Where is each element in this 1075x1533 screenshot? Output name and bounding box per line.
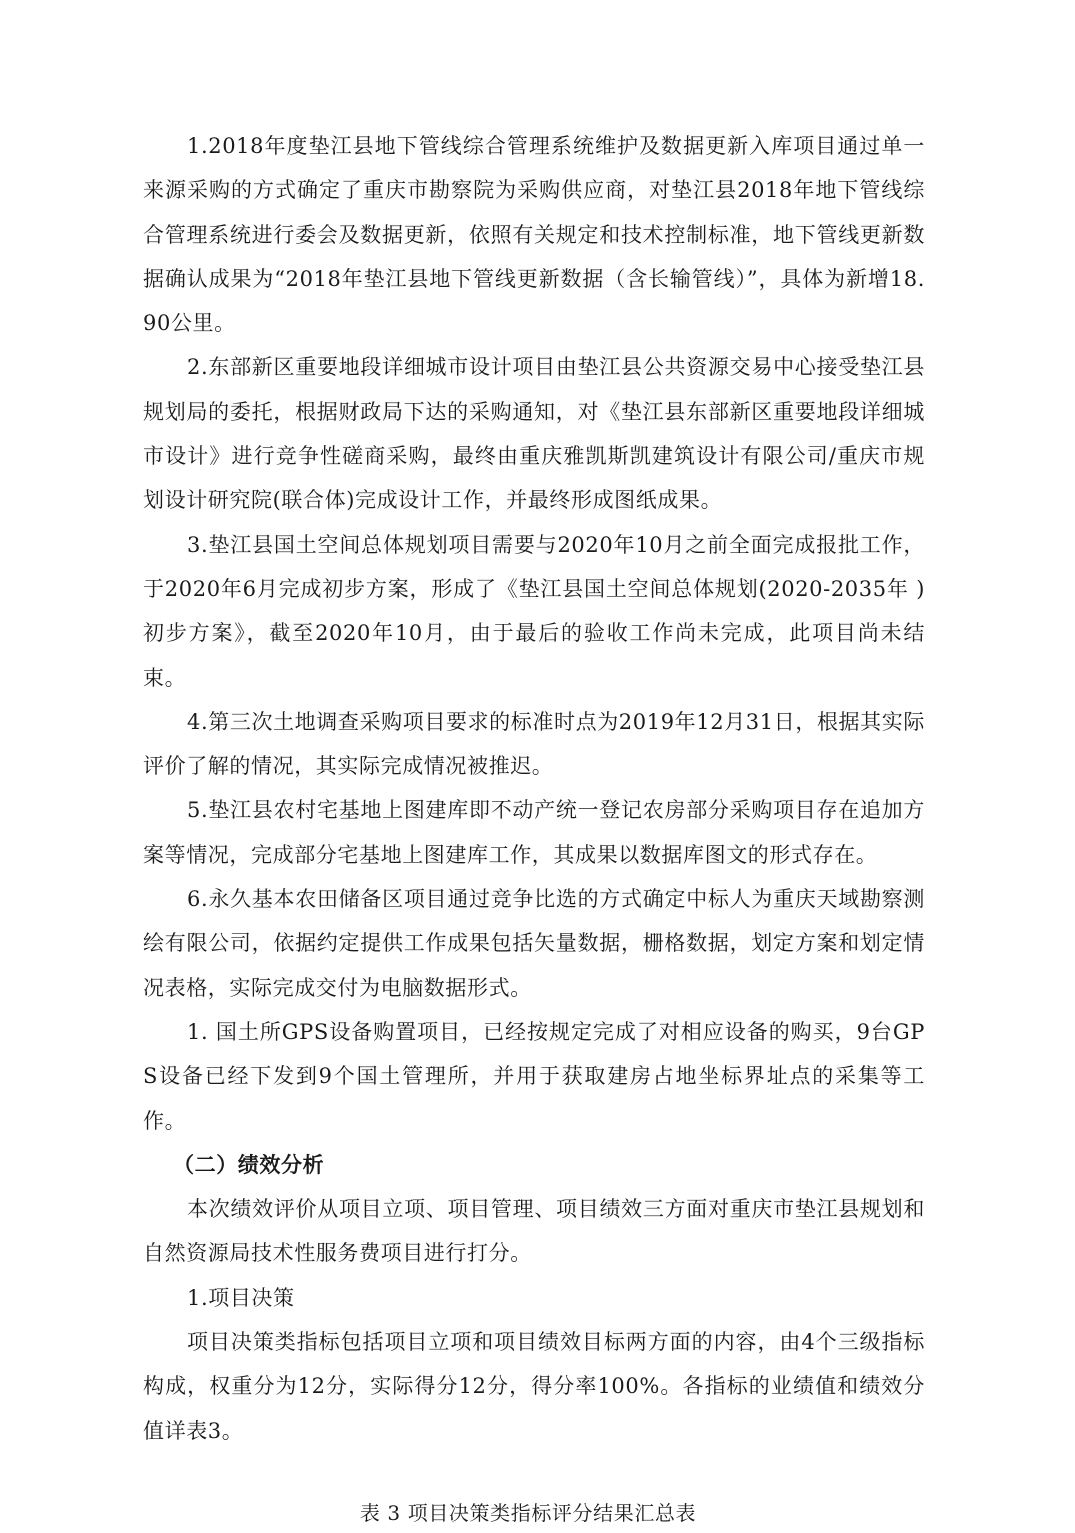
subsection-title: 1.项目决策: [187, 1285, 295, 1310]
decision-paragraph: 项目决策类指标包括项目立项和项目绩效目标两方面的内容，由4个三级指标构成，权重分为12分，实际得分12分，得分率100%。各指标的业绩值和绩效分值详表3。: [143, 1330, 925, 1443]
paragraph-farmland-reserve: 6.永久基本农田储备区项目通过竞争比选的方式确定中标人为重庆天域勘察测绘有限公司，依据约定提供工作成果包括矢量数据，栅格数据，划定方案和划定情况表格，实际完成交付为电脑数据形式。: [143, 887, 925, 1000]
paragraph-homestead-database: 5.垫江县农村宅基地上图建库即不动产统一登记农房部分采购项目存在追加方案等情况，完成部分宅基地上图建库工作，其成果以数据库图文的形式存在。: [143, 798, 925, 867]
paragraph-pipeline-project: 1.2018年度垫江县地下管线综合管理系统维护及数据更新入库项目通过单一来源采购的方式确定了重庆市勘察院为采购供应商，对垫江县2018年地下管线综合管理系统进行委会及数据更新，依照有关规定和技术控制标准，地下管线更新数据确认成果为“2018年垫江县地下管线更新数据（含长输管线）”，具体为新增18.90公里。: [143, 134, 925, 336]
analysis-intro-paragraph: 本次绩效评价从项目立项、项目管理、项目绩效三方面对重庆市垫江县规划和自然资源局技术性服务费项目进行打分。: [143, 1197, 925, 1266]
section-heading: （二）绩效分析: [173, 1151, 325, 1177]
paragraph-gps-equipment: 1. 国土所GPS设备购置项目，已经按规定完成了对相应设备的购买，9台GPS设备已经下发到9个国土管理所，并用于获取建房占地坐标界址点的采集等工作。: [143, 1019, 925, 1133]
table-caption: 表 3 项目决策类指标评分结果汇总表: [359, 1500, 697, 1525]
paragraph-territorial-plan: 3.垫江县国土空间总体规划项目需要与2020年10月之前全面完成报批工作，于2020年6月完成初步方案，形成了《垫江县国土空间总体规划(2020-2035年 )初步方案》，截至2020年10月，由于最后的验收工作尚未完成，此项目尚未结束。: [143, 532, 925, 690]
paragraph-east-district-design: 2.东部新区重要地段详细城市设计项目由垫江县公共资源交易中心接受垫江县规划局的委托，根据财政局下达的采购通知，对《垫江县东部新区重要地段详细城市设计》进行竞争性磋商采购，最终由重庆雅凯斯凯建筑设计有限公司/重庆市规划设计研究院(联合体)完成设计工作，并最终形成图纸成果。: [143, 355, 925, 513]
paragraph-land-survey: 4.第三次土地调查采购项目要求的标准时点为2019年12月31日，根据其实际评价了解的情况，其实际完成情况被推迟。: [143, 709, 925, 779]
